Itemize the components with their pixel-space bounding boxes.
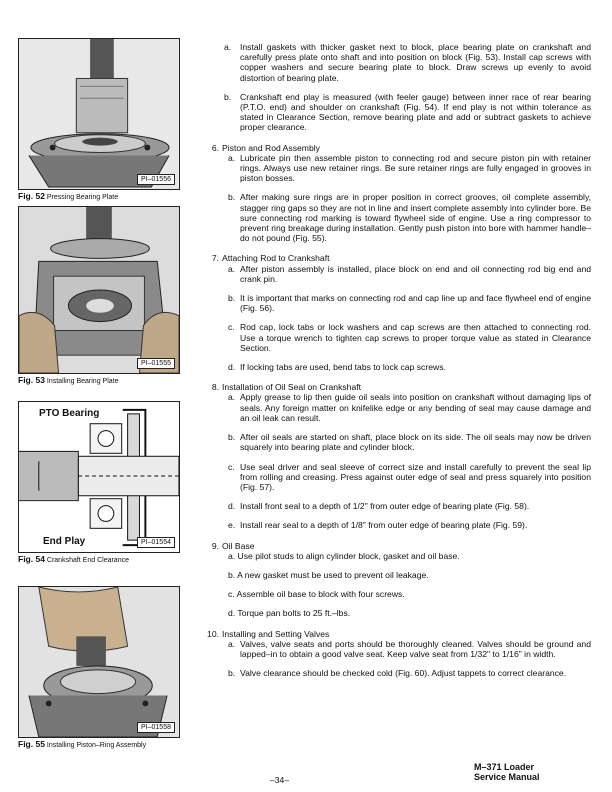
instruction-item: a. Valves, valve seats and ports should be thoroughly cleaned. Valves should be ground and lapped–in to obtain a good valve seat. Keep valve seat from 1/32" to 1/16" in width. bbox=[228, 638, 591, 659]
instruction-item: a. Lubricate pin then assemble piston to connecting rod and secure piston pin with retainer rings. Always use new retainer rings. Be sure retainer rings are fully engaged in grooves in piston bosses. bbox=[228, 152, 591, 184]
figure-caption bbox=[18, 554, 129, 564]
figure-code: PI–01554 bbox=[137, 537, 175, 548]
manual-title: M–371 Loader Service Manual bbox=[474, 762, 540, 782]
instruction-item: b. Valve clearance should be checked cold (Fig. 60). Adjust tappets to correct clearance. bbox=[228, 668, 567, 679]
installing-bearing-plate-illustration bbox=[19, 207, 179, 373]
instruction-item: b. After making sure rings are in proper position in correct grooves, oil complete assembly, stagger ring gaps so they are not in line and insert complete assembly into cylinder bore. Be sure connecting rod marking is toward flywheel side of engine. Use a ring compressor to prevent ring breakage during installation. Gently push piston into bore with hammer handle–do not pound (Fig. 55). bbox=[228, 192, 591, 244]
section-title: Installation of Oil Seal on Crankshaft bbox=[222, 382, 362, 393]
figure-caption bbox=[18, 739, 146, 749]
figure-54 bbox=[18, 401, 180, 553]
instruction-item: c. Rod cap, lock tabs or lock washers and cap screws are then attached to connecting rod. Use a torque wrench to tighten cap screws to proper torque value as stated in Clearance Section. bbox=[228, 322, 591, 353]
instruction-item: a. Install gaskets with thicker gasket next to block, place bearing plate on crankshaft and carefully press plate onto shaft and into position on block (Fig. 53). Install cap screws with copper washers and secure bearing plate to block. Draw screws up evenly to avoid distortion of bearing plate. bbox=[224, 42, 591, 83]
instruction-item: d. Install front seal to a depth of 1/2" from outer edge of bearing plate (Fig. 58). bbox=[228, 501, 530, 512]
instruction-item: b. After oil seals are started on shaft, place block on its side. The oil seals may now be driven squarely into bearing plate and cylinder block. bbox=[228, 432, 591, 453]
figure-number: Fig. 52 bbox=[18, 191, 45, 201]
figure-number: Fig. 53 bbox=[18, 375, 45, 385]
pressing-bearing-plate-illustration bbox=[19, 39, 179, 189]
figure-52 bbox=[18, 38, 180, 190]
figure-number: Fig. 54 bbox=[18, 554, 45, 564]
section-oil-seal: 8. Installation of Oil Seal on Crankshaft a. Apply grease to lip then guide oil seals into position on crankshaft without damaging lips of seals. Any foreign matter on knifelike edge or any bending of seal may cause damage and an oil leak can result. b. After oil seals are started on shaft, place block on its side. The oil seals may now be driven squarely into bearing plate and cylinder block. c. Use seal driver and seal sleeve of correct size and install carefully to prevent the seal lip from rolling and creasing. Press against outer edge of seal and press squarely into position (Fig. 57). d. Install front seal to a depth of 1/2" from outer edge of bearing plate (Fig. 58). e. Install rear seal to a depth of 1/8" from outer edge of bearing plate (Fig. 59). bbox=[211, 382, 591, 531]
instructions-column bbox=[205, 42, 591, 687]
figure-code: PI–01555 bbox=[137, 358, 175, 369]
figure-caption-text: Crankshaft End Clearance bbox=[46, 557, 129, 564]
instruction-line: a. Use pilot studs to align cylinder block, gasket and oil base. bbox=[228, 550, 460, 561]
figure-caption-text: Installing Bearing Plate bbox=[46, 378, 119, 385]
instruction-item: d. If locking tabs are used, bend tabs to lock cap screws. bbox=[228, 362, 446, 373]
figure-55 bbox=[18, 586, 180, 738]
section-piston-rod: 6. Piston and Rod Assembly a. Lubricate pin then assemble piston to connecting rod and secure piston pin with retainer rings. Always use new retainer rings. Be sure retainer rings are fully engaged in grooves in piston bosses. b. After making sure rings are in proper position in correct grooves, oil complete assembly, stagger ring gaps so they are not in line and insert complete assembly into cylinder bore. Be sure connecting rod marking is toward flywheel side of engine. Use a ring compressor to prevent ring breakage during installation. Gently push piston into bore with hammer handle–do not pound (Fig. 55). bbox=[211, 142, 591, 244]
section-title: Attaching Rod to Crankshaft bbox=[222, 253, 330, 264]
instruction-item: b. It is important that marks on connecting rod and cap line up and face flywheel end of engine (Fig. 56). bbox=[228, 293, 591, 314]
section-oil-base: 9. Oil Base a. Use pilot studs to align cylinder block, gasket and oil base. b. A new gasket must be used to prevent oil leakage. c. Assemble oil base to block with four screws. d. Torque pan bolts to 25 ft.–lbs. bbox=[205, 541, 591, 619]
figure-caption bbox=[18, 191, 118, 201]
section-valves: 10. Installing and Setting Valves a. Valves, valve seats and ports should be thoroughly cleaned. Valves should be ground and lapped–in to obtain a good valve seat. Keep valve seat from 1/32" to 1/16" in width. b. Valve clearance should be checked cold (Fig. 60). Adjust tappets to correct clearance. bbox=[207, 628, 591, 679]
section-title: Oil Base bbox=[222, 540, 255, 551]
crankshaft-end-clearance-diagram bbox=[19, 402, 179, 552]
instruction-line: c. Assemble oil base to block with four screws. bbox=[228, 589, 405, 600]
instruction-item: e. Install rear seal to a depth of 1/8" from outer edge of bearing plate (Fig. 59). bbox=[228, 520, 528, 531]
figure-53 bbox=[18, 206, 180, 374]
pto-bearing-label: PTO Bearing bbox=[39, 408, 100, 419]
end-play-label: End Play bbox=[43, 536, 86, 547]
instruction-item: b. Crankshaft end play is measured (with feeler gauge) between inner race of rear bearing (P.T.O. end) and shoulder on crankshaft (Fig. 54). If end play is not within tolerance as stated in Clearance Section, remove bearing plate and add or subtract gaskets to achieve proper clearance. bbox=[224, 91, 591, 133]
instruction-item: a. Apply grease to lip then guide oil seals into position on crankshaft without damaging lips of seals. Any foreign matter on knifelike edge or any bending of seal may cause damage and an oil leak can result. bbox=[228, 392, 591, 423]
page-number: –34– bbox=[270, 775, 290, 785]
instruction-item: c. Use seal driver and seal sleeve of correct size and install carefully to prevent the seal lip from rolling and creasing. Press against outer edge of seal and press squarely into position (Fig. 57). bbox=[228, 461, 591, 492]
figure-number: Fig. 55 bbox=[18, 739, 45, 749]
instruction-item: a. After piston assembly is installed, place block on end and oil connecting rod big end and crank pin. bbox=[228, 263, 591, 284]
section-title: Piston and Rod Assembly bbox=[222, 142, 320, 153]
figure-code: PI–01556 bbox=[137, 174, 175, 185]
instruction-line: b. A new gasket must be used to prevent oil leakage. bbox=[228, 569, 429, 580]
section-attaching-rod: 7. Attaching Rod to Crankshaft a. After piston assembly is installed, place block on end and oil connecting rod big end and crank pin. b. It is important that marks on connecting rod and cap line up and face flywheel end of engine (Fig. 56). c. Rod cap, lock tabs or lock washers and cap screws are then attached to connecting rod. Use a torque wrench to tighten cap screws to proper torque value as stated in Clearance Section. d. If locking tabs are used, bend tabs to lock cap screws. bbox=[211, 253, 591, 373]
figure-caption-text: Pressing Bearing Plate bbox=[46, 194, 119, 201]
figure-code: PI–01558 bbox=[137, 722, 175, 733]
figure-caption bbox=[18, 375, 119, 385]
installing-piston-ring-illustration bbox=[19, 587, 179, 737]
section-title: Installing and Setting Valves bbox=[222, 628, 330, 639]
instruction-line: d. Torque pan bolts to 25 ft.–lbs. bbox=[228, 608, 351, 619]
figure-caption-text: Installing Piston–Ring Assembly bbox=[46, 742, 147, 749]
